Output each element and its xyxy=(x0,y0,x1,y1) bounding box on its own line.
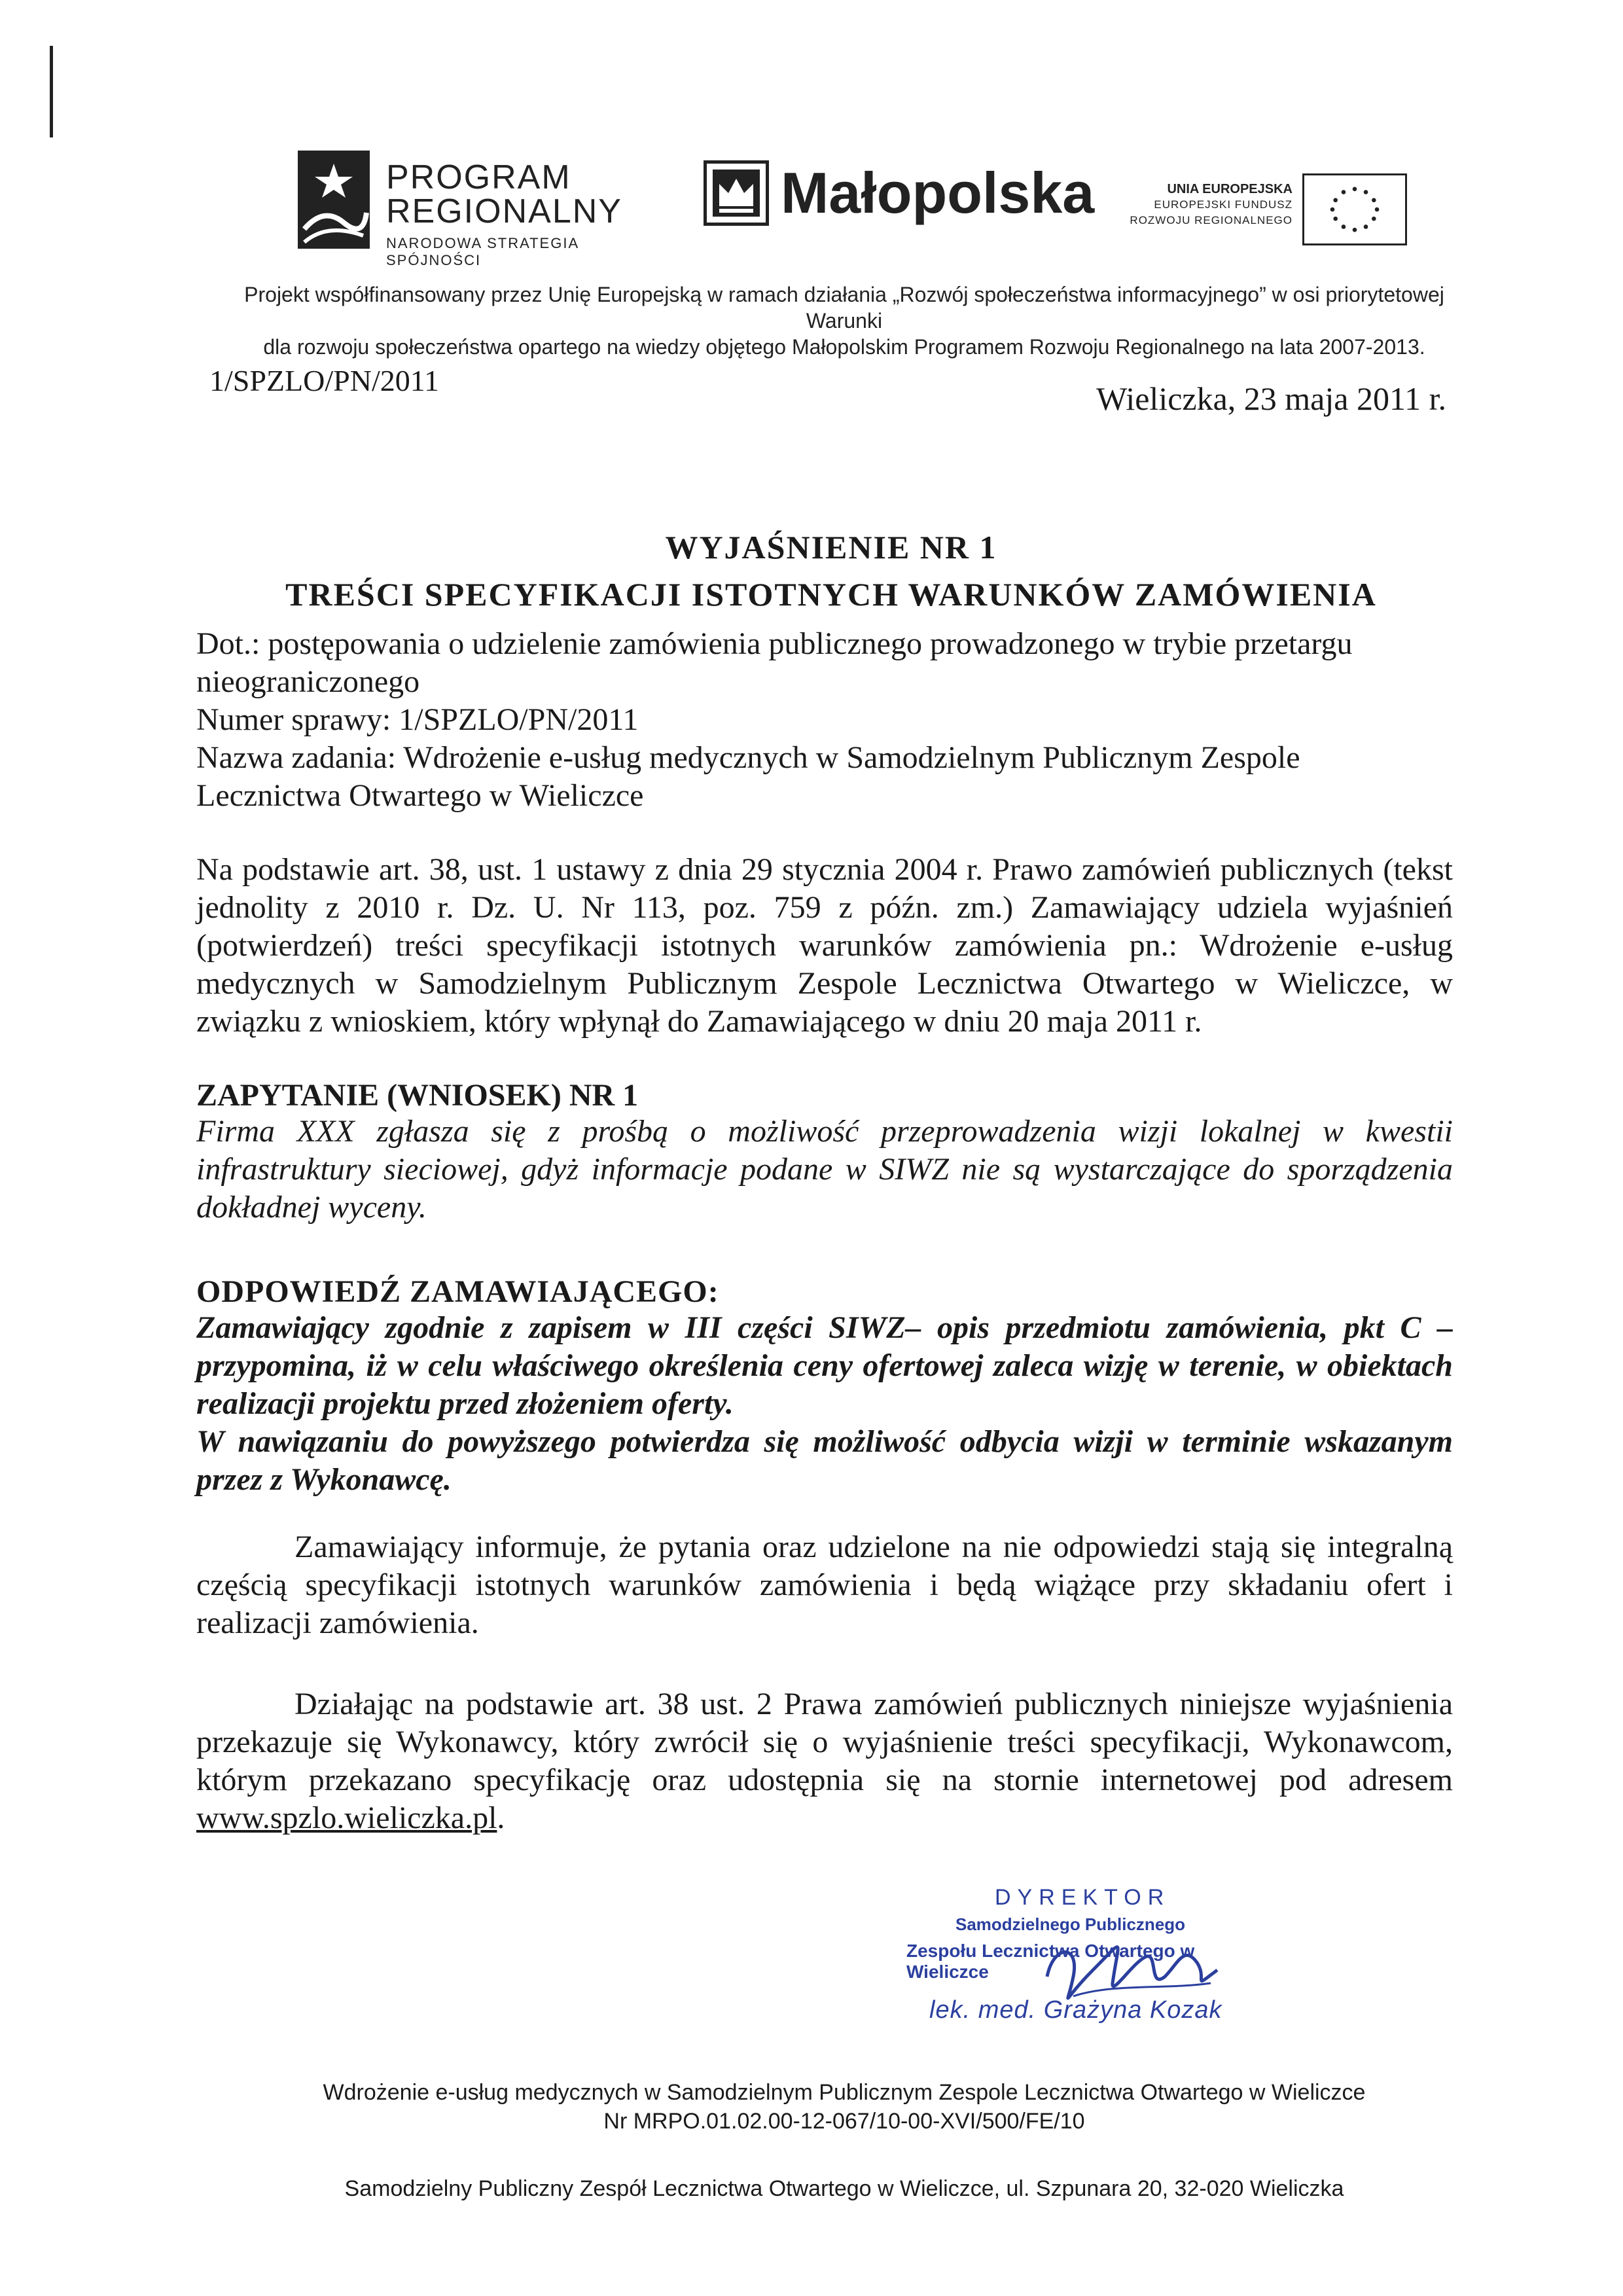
answer-body-1: Zamawiający zgodnie z zapisem w III części SIWZ– opis przedmiotu zamówienia, pkt C – przypomina, iż w celu właściwego określenia ceny ofertowej zaleca wizję w terenie, w obiektach realizacji projektu przed złożeniem oferty. xyxy=(196,1310,1453,1421)
case-number: Numer sprawy: 1/SPZLO/PN/2011 xyxy=(196,702,639,737)
cofinancing-note xyxy=(209,281,1479,360)
publication-end: . xyxy=(497,1801,505,1835)
eu-line-unia: UNIA EUROPEJSKA xyxy=(1167,182,1293,196)
answer-heading: ODPOWIEDŹ ZAMAWIAJĄCEGO: xyxy=(196,1274,719,1309)
subject-line-1: Dot.: postępowania o udzielenie zamówienia publicznego prowadzonego w trybie przetargu xyxy=(196,626,1353,661)
legal-basis-paragraph: Na podstawie art. 38, ust. 1 ustawy z dnia 29 stycznia 2004 r. Prawo zamówień publicznych (tekst jednolity z 2010 r. Dz. U. Nr 113, poz. 759 z późn. zm.) Zamawiający udziela wyjaśnień (potwierdzeń) treści specyfikacji istotnych warunków zamówienia pn.: Wdrożenie e-usług medycznych w Samodzielnym Publicznym Zespole Lecznictwa Otwartego w Wieliczce, w związku z wnioskiem, który wpłynął do Zamawiającego w dniu 20 maja 2011 r. xyxy=(196,852,1453,1039)
footer-address: Samodzielny Publiczny Zespół Lecznictwa Otwartego w Wieliczce, ul. Szpunara 20, 32-020 Wieliczka xyxy=(344,2176,1344,2201)
document-date: Wieliczka, 23 maja 2011 r. xyxy=(1096,380,1446,417)
answer-body xyxy=(196,1309,1453,1499)
task-name-line-1: Nazwa zadania: Wdrożenie e-usług medycznych w Samodzielnym Publicznym Zespole xyxy=(196,740,1300,775)
malopolska-text: Małopolska xyxy=(781,160,1095,225)
program-regionalny-logo xyxy=(298,144,664,268)
logo-line-strategia: NARODOWA STRATEGIA SPÓJNOŚCI xyxy=(386,235,579,268)
cofinancing-line-2: dla rozwoju społeczeństwa opartego na wiedzy objętego Małopolskim Programem Rozwoju Regionalnego na lata 2007-2013. xyxy=(263,335,1425,359)
malopolska-logo xyxy=(704,160,1095,239)
eu-text xyxy=(1130,181,1293,228)
document-title xyxy=(196,524,1466,618)
stamp-name: lek. med. Grażyna Kozak xyxy=(929,1996,1222,2024)
publication-paragraph xyxy=(196,1685,1453,1837)
logo-line-regionalny: REGIONALNY xyxy=(386,192,622,230)
eu-flag-icon xyxy=(1302,173,1407,245)
integral-part-paragraph: Zamawiający informuje, że pytania oraz udzielone na nie odpowiedzi stają się integralną częścią specyfikacji istotnych warunków zamówienia i będą wiążące przy składaniu ofert i realizacji zamówienia. xyxy=(196,1530,1453,1640)
question-body: Firma XXX zgłasza się z prośbą o możliwość przeprowadzenia wizji lokalnej w kwestii infrastruktury sieciowej, gdyż informacje podane w SIWZ nie są wystarczające do sporządzenia dokładnej wyceny. xyxy=(196,1114,1453,1225)
program-regionalny-text xyxy=(386,160,664,269)
footer-project xyxy=(209,2078,1479,2136)
website-link[interactable]: www.spzlo.wieliczka.pl xyxy=(196,1801,497,1835)
title-line-1: WYJAŚNIENIE NR 1 xyxy=(665,529,997,565)
publication-text: Działając na podstawie art. 38 ust. 2 Prawa zamówień publicznych niniejsze wyjaśnienia przekazuje się Wykonawcy, który zwrócił się o wyjaśnienie treści specyfikacji, Wykonawcom, którym przekazano specyfikację oraz udostępnia się na stornie internetowej pod adresem xyxy=(196,1687,1453,1797)
task-name-line-2: Lecznictwa Otwartego w Wieliczce xyxy=(196,778,644,813)
subject-section xyxy=(196,625,1453,815)
stamp-line-2: Samodzielnego Publicznego xyxy=(955,1914,1186,1934)
answer-body-2: W nawiązaniu do powyższego potwierdza się możliwość odbycia wizji w terminie wskazanym przez z Wykonawcę. xyxy=(196,1424,1453,1497)
eu-line-fundusz: EUROPEJSKI FUNDUSZ xyxy=(1154,198,1293,211)
eu-logo xyxy=(1106,173,1407,252)
header-logos xyxy=(0,131,1623,268)
stamp-title: DYREKTOR xyxy=(995,1885,1171,1910)
stamp-line-3: Zespołu Lecznictwa Otwartego w Wieliczce xyxy=(906,1941,1195,1982)
cofinancing-line-1: Projekt współfinansowany przez Unię Europejską w ramach działania „Rozwój społeczeństwa informacyjnego” w osi priorytetowej Warunki xyxy=(244,283,1444,332)
footer-line-2: Nr MRPO.01.02.00-12-067/10-00-XVI/500/FE/10 xyxy=(603,2109,1085,2134)
subject-line-2: nieograniczonego xyxy=(196,664,420,699)
title-line-2: TREŚCI SPECYFIKACJI ISTOTNYCH WARUNKÓW ZAMÓWIENIA xyxy=(285,576,1377,613)
eu-line-rozwoju: ROZWOJU REGIONALNEGO xyxy=(1130,214,1293,226)
director-stamp xyxy=(903,1885,1270,2042)
question-heading: ZAPYTANIE (WNIOSEK) NR 1 xyxy=(196,1078,639,1113)
scan-edge-mark xyxy=(50,46,53,137)
logo-line-program: PROGRAM xyxy=(386,158,571,196)
program-regionalny-icon xyxy=(298,151,370,249)
malopolska-crown-icon xyxy=(704,160,769,226)
reference-number: 1/SPZLO/PN/2011 xyxy=(209,364,440,397)
footer-line-1: Wdrożenie e-usług medycznych w Samodzielnym Publicznym Zespole Lecznictwa Otwartego w Wieliczce xyxy=(323,2080,1366,2105)
